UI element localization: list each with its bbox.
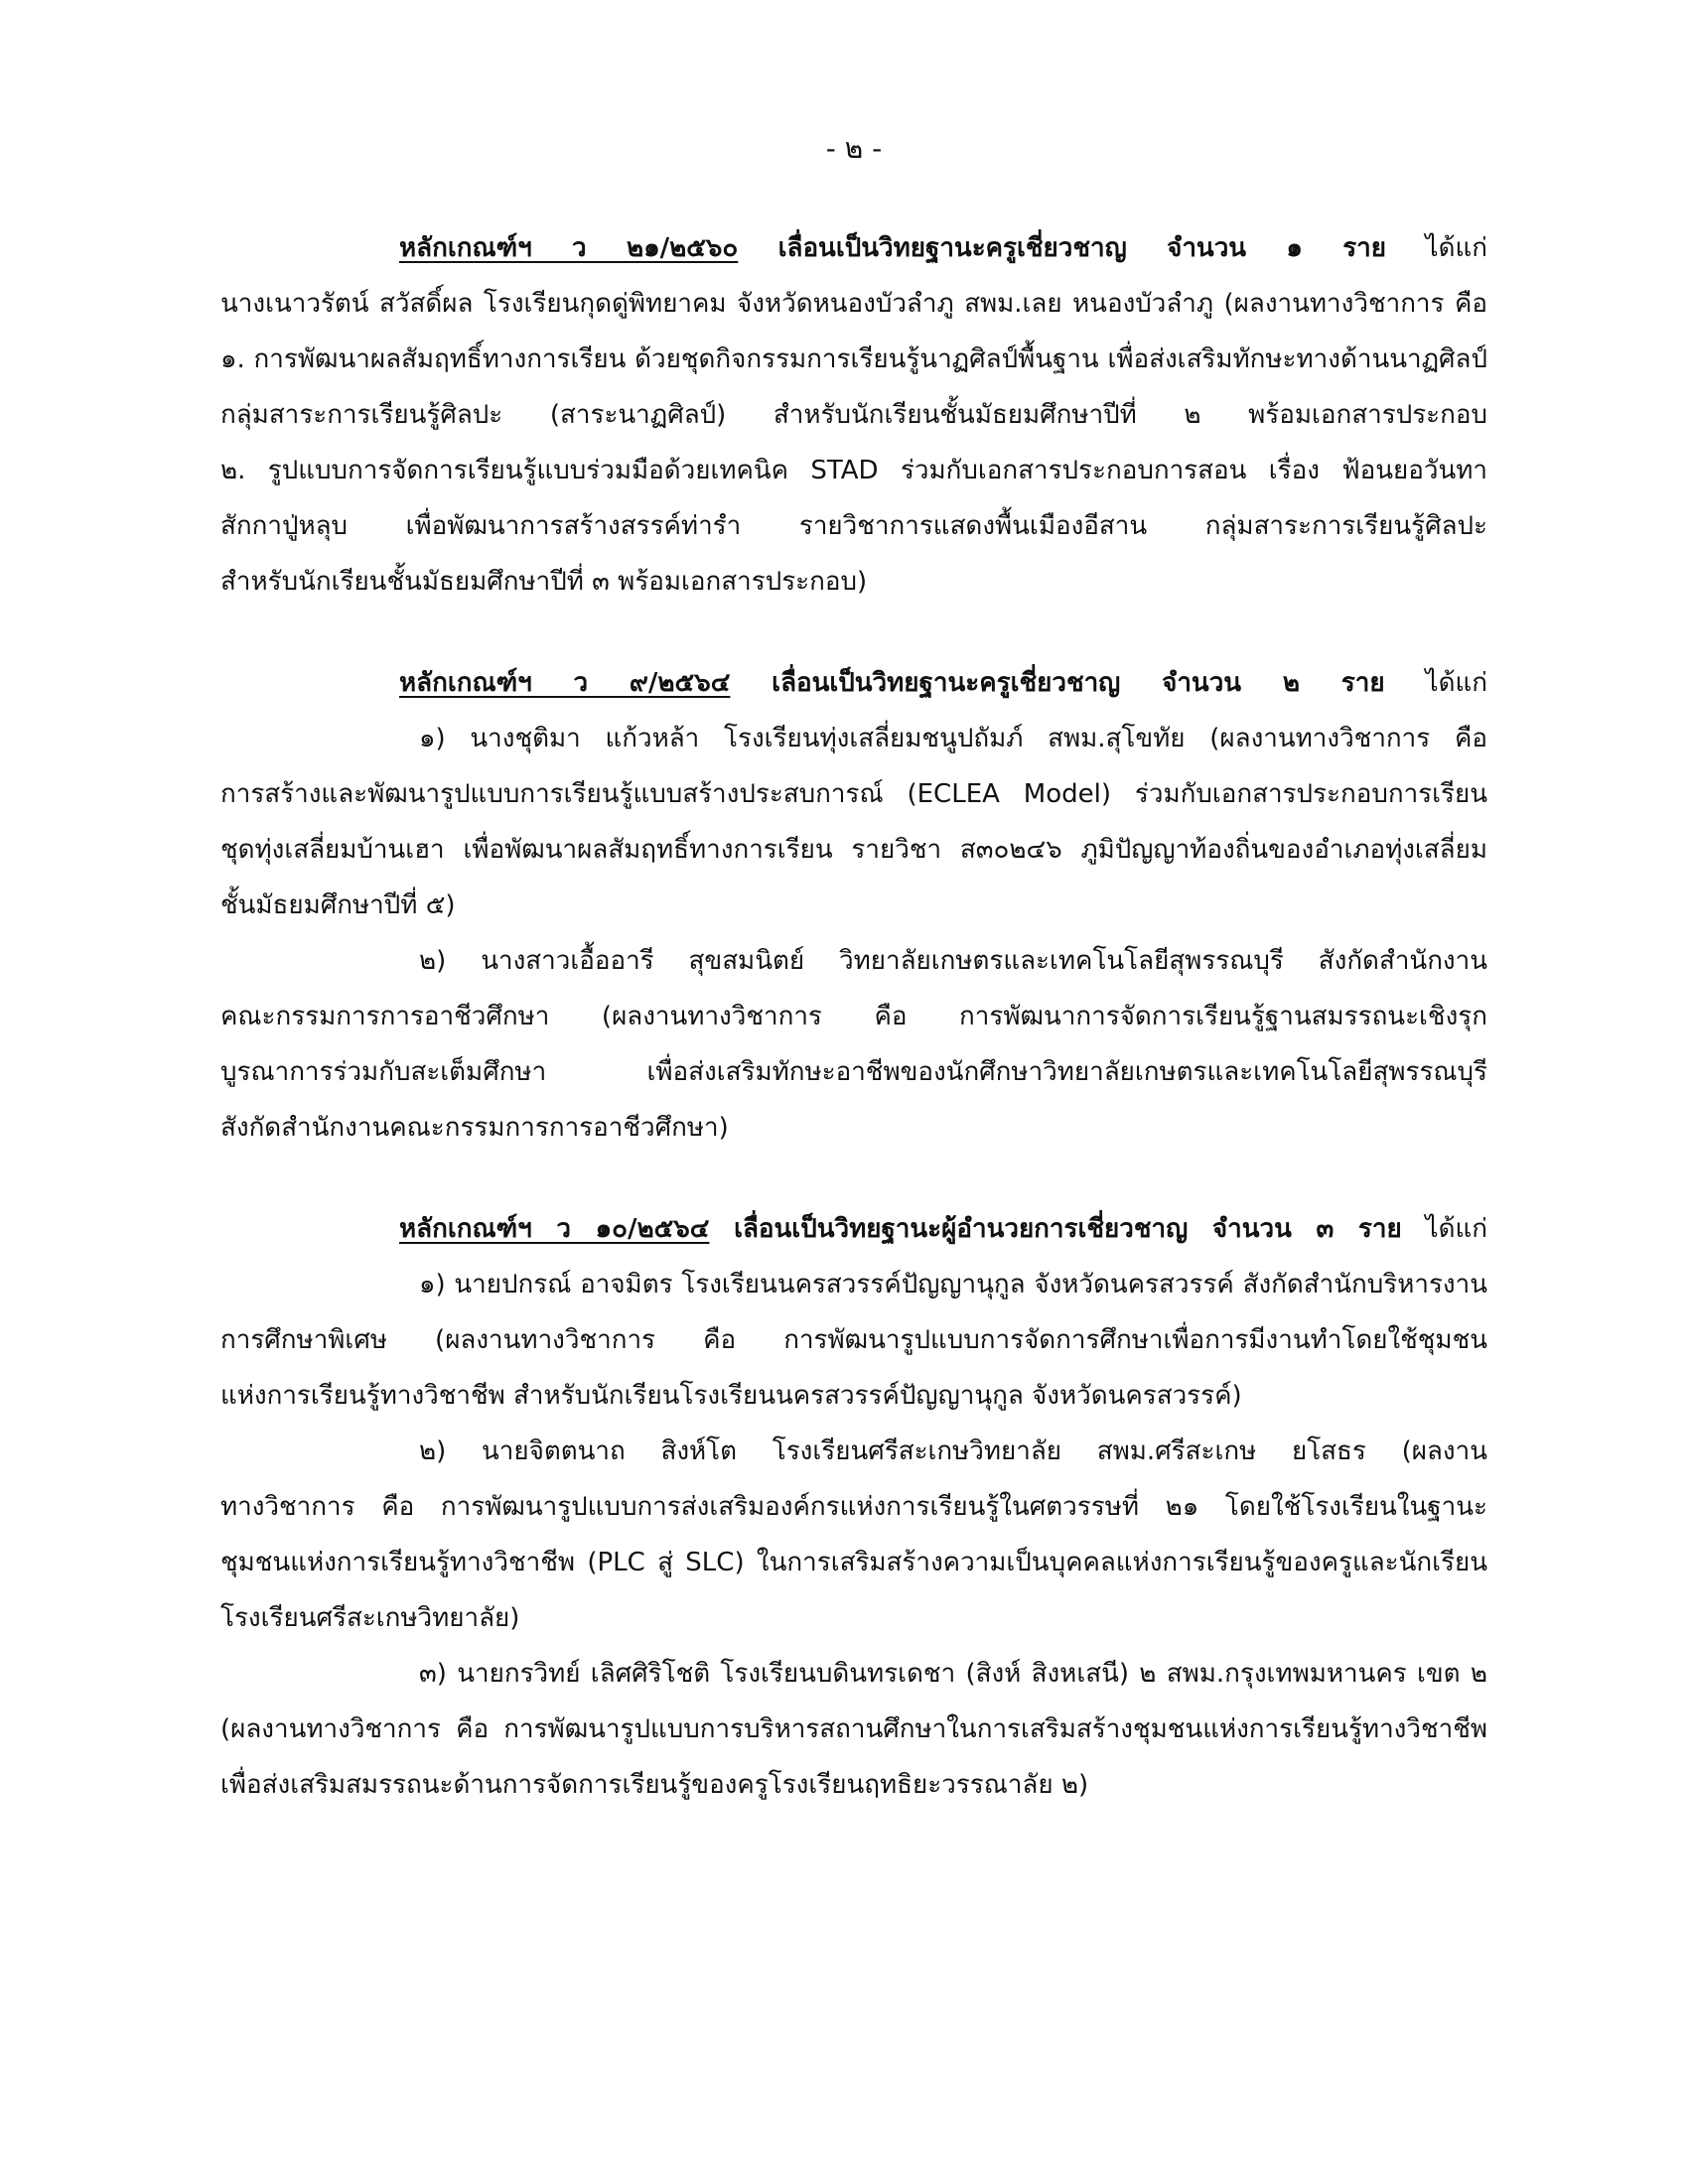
list-item [220, 1257, 1487, 1424]
criteria-tail: ได้แก่ [1386, 233, 1487, 263]
page-number: - ๒ - [825, 132, 883, 165]
paragraph-line: การศึกษาพิเศษ (ผลงานทางวิชาการ คือ การพัฒนารูปแบบการจัดการศึกษาเพื่อการมีงานทำโดยใช้ชุมชน [220, 1325, 1487, 1355]
list-item-first-line: ๑) นายปกรณ์ อาจมิตร โรงเรียนนครสวรรค์ปัญญานุกูล จังหวัดนครสวรรค์ สังกัดสำนักบริหารงาน [419, 1270, 1487, 1299]
paragraph-line: สังกัดสำนักงานคณะกรรมการการอาชีวศึกษา) [220, 1113, 729, 1143]
paragraph-line: สำหรับนักเรียนชั้นมัธยมศึกษาปีที่ ๓ พร้อมเอกสารประกอบ) [220, 567, 868, 597]
paragraph-line: เพื่อส่งเสริมสมรรถนะด้านการจัดการเรียนรู้ของครูโรงเรียนฤทธิยะวรรณาลัย ๒) [220, 1770, 1089, 1800]
criteria-title: เลื่อนเป็นวิทยฐานะครูเชี่ยวชาญ จำนวน ๑ ราย [738, 233, 1386, 263]
section-heading [220, 655, 1487, 711]
document-page [220, 129, 1487, 1858]
section-heading [220, 1201, 1487, 1257]
paragraph-line: นางเนาวรัตน์ สวัสดิ์ผล โรงเรียนกุดดู่พิทยาคม จังหวัดหนองบัวลำภู สพม.เลย หนองบัวลำภู (ผลงานทางวิชาการ คือ [220, 289, 1487, 319]
list-item-first-line: ๑) นางชุติมา แก้วหล้า โรงเรียนทุ่งเสลี่ยมชนูปถัมภ์ สพม.สุโขทัย (ผลงานทางวิชาการ คือ [419, 724, 1487, 753]
criteria-reference: หลักเกณฑ์ฯ ว ๙/๒๕๖๔ [399, 668, 731, 698]
paragraph-line: การสร้างและพัฒนารูปแบบการเรียนรู้แบบสร้างประสบการณ์ (ECLEA Model) ร่วมกับเอกสารประกอบการเรียน [220, 779, 1487, 809]
paragraph-line: ๑. การพัฒนาผลสัมฤทธิ์ทางการเรียน ด้วยชุดกิจกรรมการเรียนรู้นาฏศิลป์พื้นฐาน เพื่อส่งเสริมทักษะทางด้านนาฏศิลป์ [220, 344, 1487, 374]
paragraph-line: ชุมชนแห่งการเรียนรู้ทางวิชาชีพ (PLC สู่ SLC) ในการเสริมสร้างความเป็นบุคคลแห่งการเรียนรู้ของครูและนักเรียน [220, 1548, 1487, 1577]
paragraph-line: ทางวิชาการ คือ การพัฒนารูปแบบการส่งเสริมองค์กรแห่งการเรียนรู้ในศตวรรษที่ ๒๑ โดยใช้โรงเรียนในฐานะ [220, 1492, 1487, 1522]
list-item [220, 1424, 1487, 1646]
paragraph-line: แห่งการเรียนรู้ทางวิชาชีพ สำหรับนักเรียนโรงเรียนนครสวรรค์ปัญญานุกูล จังหวัดนครสวรรค์) [220, 1381, 1242, 1411]
list-item [220, 711, 1487, 933]
paragraph-line: โรงเรียนศรีสะเกษวิทยาลัย) [220, 1603, 520, 1633]
list-item [220, 1646, 1487, 1813]
paragraph-line: สักกาปู่หลุบ เพื่อพัฒนาการสร้างสรรค์ท่ารำ รายวิชาการแสดงพื้นเมืองอีสาน กลุ่มสาระการเรียนรู้ศิลปะ [220, 511, 1487, 541]
paragraph-line: คณะกรรมการการอาชีวศึกษา (ผลงานทางวิชาการ คือ การพัฒนาการจัดการเรียนรู้ฐานสมรรถนะเชิงรุก [220, 1002, 1487, 1031]
criteria-tail: ได้แก่ [1384, 668, 1487, 698]
paragraph-line: บูรณาการร่วมกับสะเต็มศึกษา เพื่อส่งเสริมทักษะอาชีพของนักศึกษาวิทยาลัยเกษตรและเทคโนโลยีสุพรรณบุรี [220, 1057, 1487, 1087]
criteria-section-3 [220, 1201, 1487, 1813]
criteria-title: เลื่อนเป็นวิทยฐานะครูเชี่ยวชาญ จำนวน ๒ ราย [730, 668, 1385, 698]
criteria-reference: หลักเกณฑ์ฯ ว ๒๑/๒๕๖๐ [399, 233, 739, 263]
paragraph-line: ชุดทุ่งเสลี่ยมบ้านเฮา เพื่อพัฒนาผลสัมฤทธิ์ทางการเรียน รายวิชา ส๓๐๒๔๖ ภูมิปัญญาท้องถิ่นของอำเภอทุ่งเสลี่ยม [220, 835, 1487, 865]
paragraph-line: (ผลงานทางวิชาการ คือ การพัฒนารูปแบบการบริหารสถานศึกษาในการเสริมสร้างชุมชนแห่งการเรียนรู้ทางวิชาชีพ [220, 1714, 1487, 1744]
paragraph-line: ๒. รูปแบบการจัดการเรียนรู้แบบร่วมมือด้วยเทคนิค STAD ร่วมกับเอกสารประกอบการสอน เรื่อง ฟ้อนยอวันทา [220, 456, 1487, 485]
list-item-first-line: ๓) นายกรวิทย์ เลิศศิริโชติ โรงเรียนบดินทรเดชา (สิงห์ สิงหเสนี) ๒ สพม.กรุงเทพมหานคร เขต ๒ [419, 1659, 1487, 1689]
section-heading [220, 220, 1487, 276]
criteria-title: เลื่อนเป็นวิทยฐานะผู้อำนวยการเชี่ยวชาญ จำนวน ๓ ราย [709, 1214, 1402, 1244]
criteria-section-2 [220, 655, 1487, 1156]
paragraph-line: ชั้นมัธยมศึกษาปีที่ ๕) [220, 890, 456, 920]
criteria-tail: ได้แก่ [1401, 1214, 1487, 1244]
criteria-section-1 [220, 220, 1487, 610]
criteria-reference: หลักเกณฑ์ฯ ว ๑๐/๒๕๖๔ [399, 1214, 710, 1244]
paragraph-line: กลุ่มสาระการเรียนรู้ศิลปะ (สาระนาฏศิลป์) สำหรับนักเรียนชั้นมัธยมศึกษาปีที่ ๒ พร้อมเอกสารประกอบ [220, 400, 1487, 430]
list-item-first-line: ๒) นางสาวเอื้ออารี สุขสมนิตย์ วิทยาลัยเกษตรและเทคโนโลยีสุพรรณบุรี สังกัดสำนักงาน [419, 946, 1487, 976]
list-item [220, 933, 1487, 1156]
list-item-first-line: ๒) นายจิตตนาถ สิงห์โต โรงเรียนศรีสะเกษวิทยาลัย สพม.ศรีสะเกษ ยโสธร (ผลงาน [419, 1436, 1487, 1466]
